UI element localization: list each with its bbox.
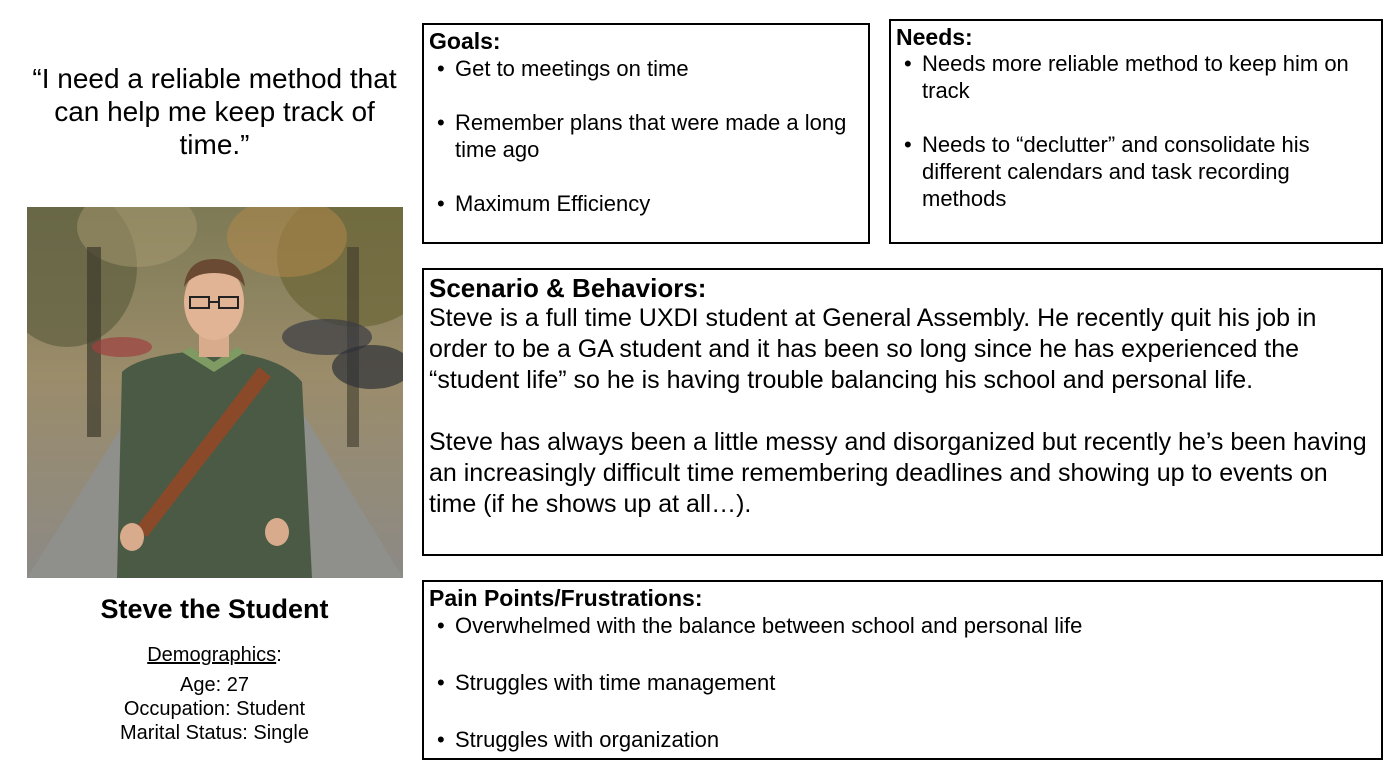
demographics-title: Demographics [147, 644, 277, 666]
needs-title: Needs: [896, 24, 973, 50]
scenario-box [422, 268, 1383, 556]
goal-text: Remember plans that were made a long time ago [455, 110, 847, 162]
bullet: • [904, 51, 912, 76]
bullet: • [437, 727, 445, 752]
pain-point-item [429, 612, 1376, 639]
demographics-heading: Demographics: [147, 644, 282, 666]
scenario-paragraph: Steve has always been a little messy and disorganized but recently he’s been having an increasingly difficult time remembering deadlines and showing up to events on time (if he shows up at all…). [429, 428, 1367, 518]
goals-title: Goals: [429, 28, 501, 54]
persona-photo-illustration [27, 207, 403, 578]
need-item [896, 50, 1376, 104]
goals-list [429, 55, 863, 217]
persona-name: Steve the Student [100, 594, 329, 624]
needs-box [889, 19, 1383, 244]
pain-point-item [429, 726, 1376, 753]
pain-points-list [429, 612, 1376, 753]
pain-points-box [422, 580, 1383, 760]
bullet: • [437, 613, 445, 638]
scenario-paragraph: Steve is a full time UXDI student at General Assembly. He recently quit his job in order to be a GA student and it has been so long since he has experienced the “student life” so he is having trouble balancing his school and personal life. [429, 304, 1317, 394]
needs-list [896, 50, 1376, 212]
bullet: • [904, 132, 912, 157]
demographics-marital-status: Marital Status: Single [120, 722, 309, 744]
pain-point-text: Struggles with organization [455, 727, 720, 752]
pain-point-text: Overwhelmed with the balance between school and personal life [455, 613, 1083, 638]
bullet: • [437, 670, 445, 695]
demographics [22, 643, 407, 745]
need-text: Needs more reliable method to keep him on track [922, 51, 1349, 103]
goal-item [429, 109, 863, 163]
bullet: • [437, 56, 445, 81]
demographics-occupation: Occupation: Student [123, 698, 306, 720]
goals-box [422, 23, 870, 244]
goal-item [429, 55, 863, 82]
need-item [896, 131, 1376, 212]
bullet: • [437, 110, 445, 135]
demographics-age: Age: 27 [180, 674, 249, 696]
bullet: • [437, 191, 445, 216]
goal-item [429, 190, 863, 217]
goal-text: Maximum Efficiency [455, 191, 651, 216]
pain-point-item [429, 669, 1376, 696]
need-text: Needs to “declutter” and consolidate his different calendars and task recording methods [922, 132, 1310, 211]
goal-text: Get to meetings on time [455, 56, 689, 81]
persona-photo [27, 207, 403, 578]
persona-quote: “I need a reliable method that can help me keep track of time.” [32, 63, 397, 160]
scenario-title: Scenario & Behaviors: [429, 273, 707, 303]
pain-point-text: Struggles with time management [455, 670, 776, 695]
pain-points-title: Pain Points/Frustrations: [429, 585, 703, 611]
